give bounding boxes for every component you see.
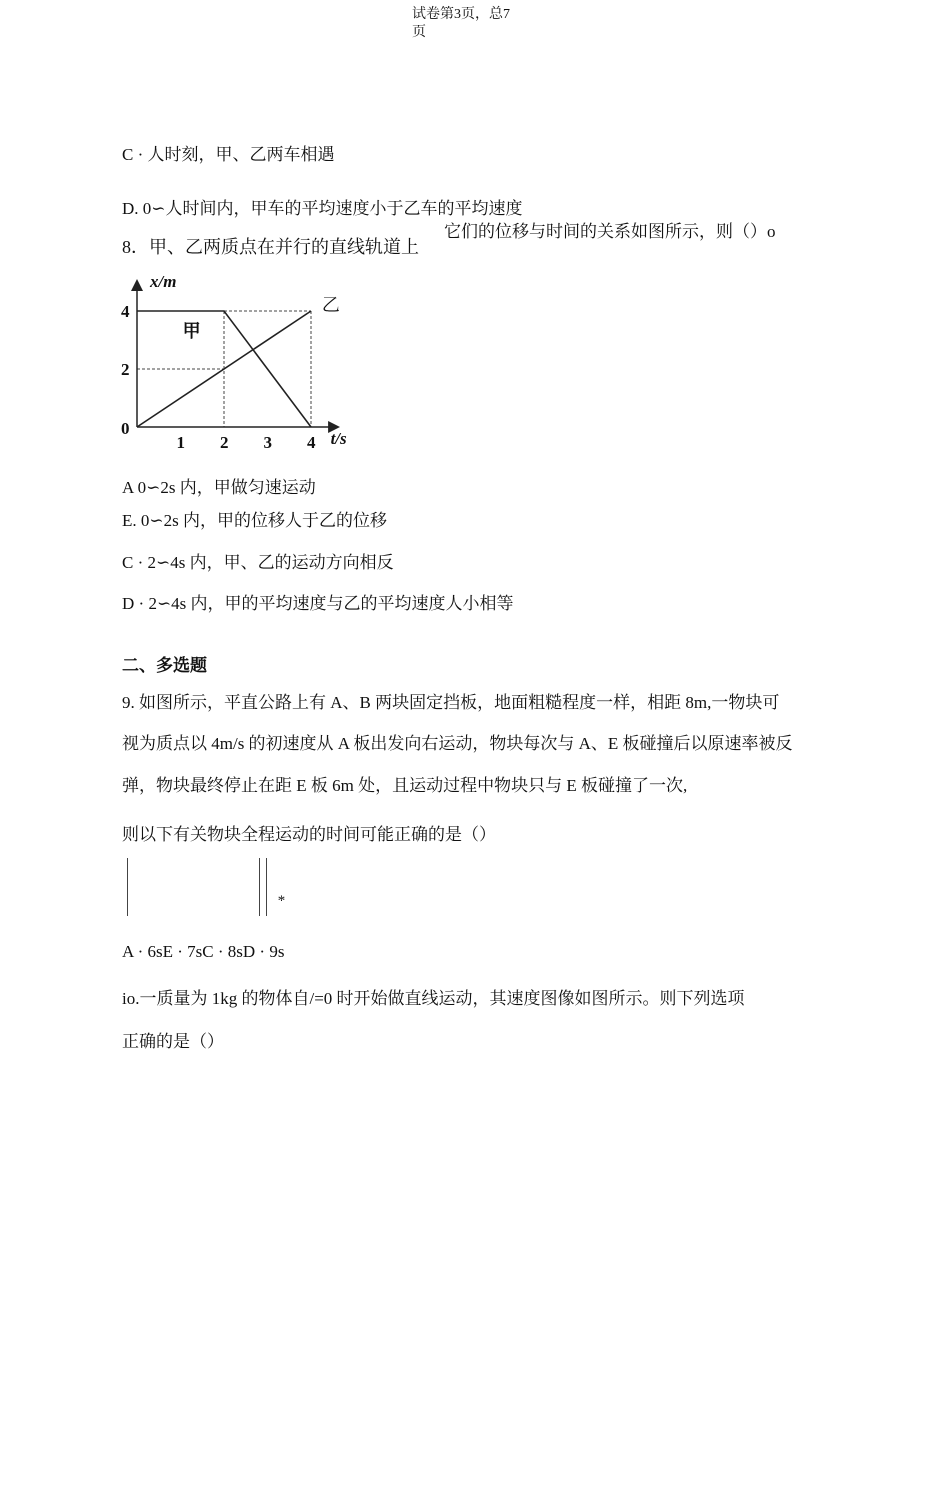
section-title: 二、多选题 [122,656,207,675]
x-tick-label: 4 [307,433,316,452]
page-number-cont: 页 [412,25,426,40]
q8-option-a-clip [122,474,422,497]
plate-a-line [127,858,128,916]
q7-option-d: D. 0∽人时间内，甲车的平均速度小于乙车的平均速度 [122,199,523,218]
y-tick-label: 4 [121,302,130,321]
q10-line-1: io.一质量为 1kg 的物体自/=0 时开始做直线运动，其速度图像如图所示。则下列选项 [122,989,745,1008]
page-header [412,6,542,42]
origin-label: 0 [121,419,130,438]
plate-b-line-2 [266,858,267,916]
q8-stem-right: 它们的位移与时间的关系如图所示，则（）o [444,222,776,241]
q8-option-c: C · 2∽4s 内，甲、乙的运动方向相反 [122,553,394,572]
q8-stem: 8．甲、乙两质点在并行的直线轨道上 [122,237,419,257]
q8-stem-right-clip [444,220,804,241]
q9-line-2: 视为质点以 4m/s 的初速度从 A 板出发向右运动，物块每次与 A、E 板碰撞后以原速率被反 [122,734,793,753]
plate-b-line-1 [259,858,260,916]
chart-axes [137,282,337,427]
x-tick-label: 3 [263,433,272,452]
q7-option-c: C · 人时刻，甲、乙两车相遇 [122,145,335,164]
y-axis-label: x/m [150,272,177,292]
x-tick-label: 2 [220,433,229,452]
q8-option-a: A 0∽2s 内，甲做匀速运动 [122,478,316,497]
y-tick-label: 2 [121,360,130,379]
q8-option-e: E. 0∽2s 内，甲的位移人于乙的位移 [122,511,387,530]
x-axis-label: t/s [330,429,347,448]
q8-option-d: D · 2∽4s 内，甲的平均速度与乙的平均速度人小相等 [122,594,514,613]
page-number: 试卷第3页，总7 [412,7,510,22]
q8-xt-chart [118,260,378,460]
series-label-yi: 乙 [321,295,340,315]
q9-line-3: 弹，物块最终停止在距 E 板 6m 处，且运动过程中物块只与 E 板碰撞了一次, [122,776,688,795]
series-label-jia: 甲 [182,321,201,342]
x-tick-label: 1 [176,433,185,452]
q10-line-2: 正确的是（） [122,1032,224,1051]
q9-line-4: 则以下有关物块全程运动的时间可能正确的是（） [122,825,496,844]
figure-mark: * [277,893,285,909]
q9-line-1: 9. 如图所示，平直公路上有 A、B 两块固定挡板，地面粗糙程度一样，相距 8m,一物块可 [122,693,780,712]
q9-options: A · 6sE · 7sC · 8sD · 9s [122,942,285,961]
